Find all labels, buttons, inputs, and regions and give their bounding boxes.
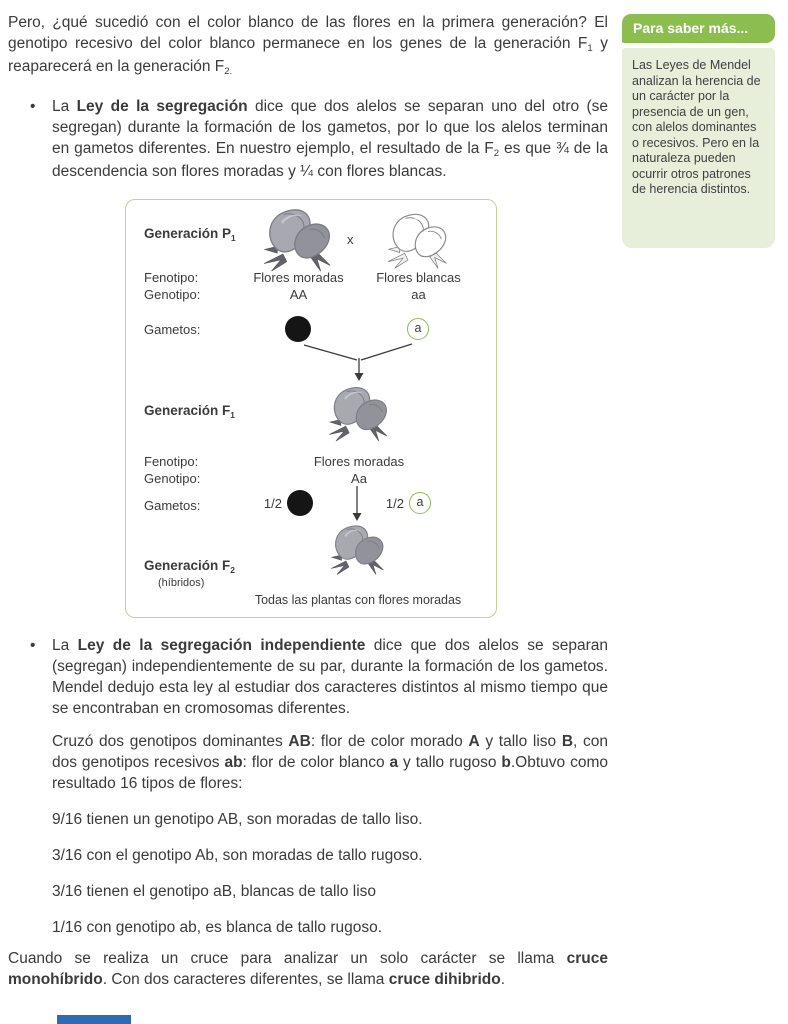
generation-f1-title: Generación $F_1$	[144, 403, 235, 420]
p1-fenotipo-left: Flores moradas	[253, 270, 344, 285]
genotipo-label-f1: Genotipo:	[144, 471, 201, 486]
bullet-marker: •	[30, 98, 36, 115]
independent-segregation-law-text: La Ley de la segregación independiente dice que dos alelos se separan (segregan) independientemente de su par, durante la formación de los gametos. Mendel dedujo esta ley al estudiar dos caracteres distintos al mismo tiempo que se encontraban en cromosomas diferentes.	[52, 637, 608, 717]
f2-hybrids-subtitle: (híbridos)	[158, 577, 205, 589]
ratio-line-2: 3/16 con el genotipo Ab, son moradas de tallo rugoso.	[52, 847, 423, 864]
cross-symbol: x	[347, 232, 354, 247]
dihybrid-cross-paragraph: Cruzó dos genotipos dominantes AB: flor de color morado A y tallo liso B, con dos genotipos recesivos ab: flor de color blanco a y tallo rugoso b.Obtuvo como resultado 16 tipos de flores:	[52, 733, 609, 792]
page-footer-tab	[57, 1015, 131, 1024]
genotipo-label-p1: Genotipo:	[144, 287, 201, 302]
sidebar-title: Para saber más...	[622, 14, 775, 43]
purple-flower-p1-image	[260, 205, 336, 273]
segregation-law-text: La Ley de la segregación dice que dos alelos se separan uno del otro (se segregan) durante la formación de los gametos, por lo que los alelos terminan en gametos diferentes. En nuestro ejemplo, el resultado de la $F_2$ es que ¾ de la descendencia son flores moradas y ¼ con flores blancas.	[52, 98, 608, 180]
ratio-line-3: 3/16 tienen el genotipo aB, blancas de tallo liso	[52, 883, 377, 900]
para-saber-mas-sidebar	[622, 14, 775, 248]
intro-paragraph: Pero, ¿qué sucedió con el color blanco de las flores en la primera generación? El genotipo recesivo del color blanco permanece en los genes de la generación $F_1$ y reaparecerá en la generación $F_{2.}$	[8, 14, 608, 78]
generation-f2-title: Generación $F_2$	[144, 558, 235, 575]
f2-caption: Todas las plantas con flores moradas	[254, 593, 462, 607]
bullet-item-segregation	[8, 96, 608, 182]
p1-genotipo-right: aa	[411, 287, 426, 302]
dominant-gamete-dot-f1	[287, 490, 313, 516]
bullet-item-independent-segregation	[8, 635, 608, 719]
sidebar-body-text: Las Leyes de Mendel analizan la herencia de un carácter por la presencia de un gen, con alelos dominantes o recesivos. Pero en la naturaleza pueden ocurrir otros patrones de herencia distintos.	[622, 48, 775, 248]
p1-genotipo-left: AA	[289, 287, 308, 302]
gametos-label-p1: Gametos:	[144, 322, 201, 337]
generation-p1-title: Generación $P_1$	[144, 226, 236, 243]
recessive-gamete-circle-p1: a	[407, 318, 429, 340]
closing-paragraph: Cuando se realiza un cruce para analizar un solo carácter se llama cruce monohíbrido. Con dos caracteres diferentes, se llama cruce dihibrido.	[8, 950, 608, 988]
f1-half-right-label: 1/2	[385, 496, 404, 511]
recessive-gamete-circle-f1: a	[409, 492, 431, 514]
f1-genotipo: Aa	[351, 471, 367, 486]
purple-flower-f1-image	[326, 383, 392, 443]
fenotipo-label-p1: Fenotipo:	[144, 270, 199, 285]
main-text-column	[8, 12, 608, 990]
f1-half-left-label: 1/2	[263, 496, 282, 511]
purple-flower-f2-image	[328, 522, 388, 576]
bullet-marker: •	[30, 637, 36, 654]
dominant-gamete-dot-p1	[285, 316, 311, 342]
fenotipo-label-f1: Fenotipo:	[144, 454, 199, 469]
mendel-cross-diagram	[125, 199, 497, 618]
p1-fenotipo-right: Flores blancas	[376, 270, 461, 285]
ratio-line-1: 9/16 tienen un genotipo AB, son moradas de tallo liso.	[52, 811, 423, 828]
f1-fenotipo: Flores moradas	[313, 454, 405, 469]
ratio-line-4: 1/16 con genotipo ab, es blanca de tallo rugoso.	[52, 919, 383, 936]
white-flower-p1-image	[383, 210, 453, 270]
gametos-label-f1: Gametos:	[144, 498, 201, 513]
